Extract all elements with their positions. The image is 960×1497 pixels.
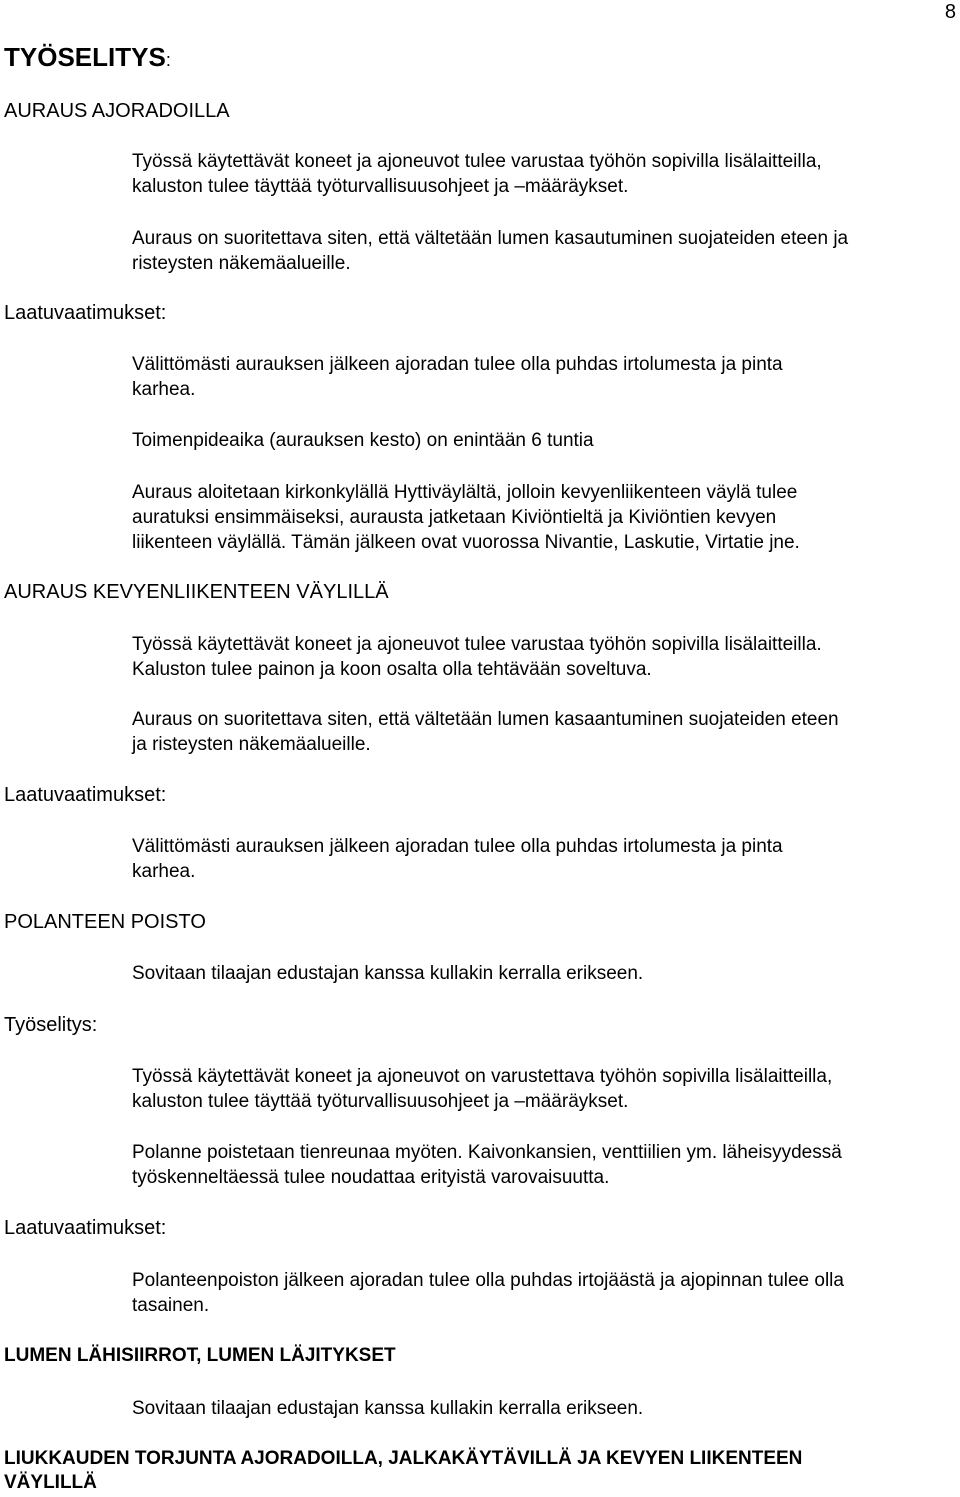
paragraph: Välittömästi aurauksen jälkeen ajoradan tulee olla puhdas irtolumesta ja pinta karhea.	[132, 836, 783, 882]
section-heading-lumen-lahisiirrot: LUMEN LÄHISIIRROT, LUMEN LÄJITYKSET	[4, 1345, 396, 1366]
paragraph: Sovitaan tilaajan edustajan kanssa kullakin kerralla erikseen.	[132, 1398, 644, 1419]
paragraph: Auraus on suoritettava siten, että vältetään lumen kasautuminen suojateiden eteen ja risteysten näkemäalueille.	[132, 228, 849, 274]
section-heading-auraus-kevyenliikenteen: AURAUS KEVYENLIIKENTEEN VÄYLILLÄ	[4, 581, 389, 603]
paragraph: Työssä käytettävät koneet ja ajoneuvot on varustettava työhön sopivilla lisälaitteilla, kaluston tulee täyttää työturvallisuusohjeet ja –määräykset.	[132, 1066, 833, 1112]
paragraph: Työssä käytettävät koneet ja ajoneuvot tulee varustaa työhön sopivilla lisälaitteilla. Kaluston tulee painon ja koon osalta olla tehtävään soveltuva.	[132, 634, 822, 680]
section-heading-auraus-ajoradoilla: AURAUS AJORADOILLA	[4, 100, 230, 122]
paragraph: Välittömästi aurauksen jälkeen ajoradan tulee olla puhdas irtolumesta ja pinta karhea.	[132, 354, 783, 400]
paragraph: Polanne poistetaan tienreunaa myöten. Kaivonkansien, venttiilien ym. läheisyydessä työskenneltäessä tulee noudattaa erityistä varovaisuutta.	[132, 1142, 842, 1188]
paragraph: Auraus aloitetaan kirkonkylällä Hyttiväylältä, jolloin kevyenliikenteen väylä tulee auratuksi ensimmäiseksi, aurausta jatketaan Kiviöntieltä ja Kiviöntien kevyen liikenteen väylällä. Tämän jälkeen ovat vuorossa Nivantie, Laskutie, Virtatie jne.	[132, 482, 800, 553]
paragraph: Polanteenpoiston jälkeen ajoradan tulee olla puhdas irtojäästä ja ajopinnan tulee olla tasainen.	[132, 1270, 844, 1316]
paragraph: Toimenpideaika (aurauksen kesto) on enintään 6 tuntia	[132, 430, 594, 451]
label-tyoselitys: Työselitys:	[4, 1014, 98, 1036]
label-laatuvaatimukset: Laatuvaatimukset:	[4, 784, 167, 806]
paragraph: Sovitaan tilaajan edustajan kanssa kullakin kerralla erikseen.	[132, 963, 644, 984]
paragraph: Työssä käytettävät koneet ja ajoneuvot tulee varustaa työhön sopivilla lisälaitteilla, kaluston tulee täyttää työturvallisuusohjeet ja –määräykset.	[132, 151, 822, 197]
paragraph: Auraus on suoritettava siten, että vältetään lumen kasaantuminen suojateiden eteen ja risteysten näkemäalueille.	[132, 709, 839, 755]
label-laatuvaatimukset: Laatuvaatimukset:	[4, 1217, 167, 1239]
section-heading-polanteen-poisto: POLANTEEN POISTO	[4, 911, 206, 933]
document-title: TYÖSELITYS:	[4, 42, 171, 72]
section-heading-liukkauden-torjunta: LIUKKAUDEN TORJUNTA AJORADOILLA, JALKAKÄYTÄVILLÄ JA KEVYEN LIIKENTEEN VÄYLILLÄ	[4, 1448, 803, 1493]
label-laatuvaatimukset: Laatuvaatimukset:	[4, 302, 167, 324]
page-number: 8	[944, 1, 956, 23]
